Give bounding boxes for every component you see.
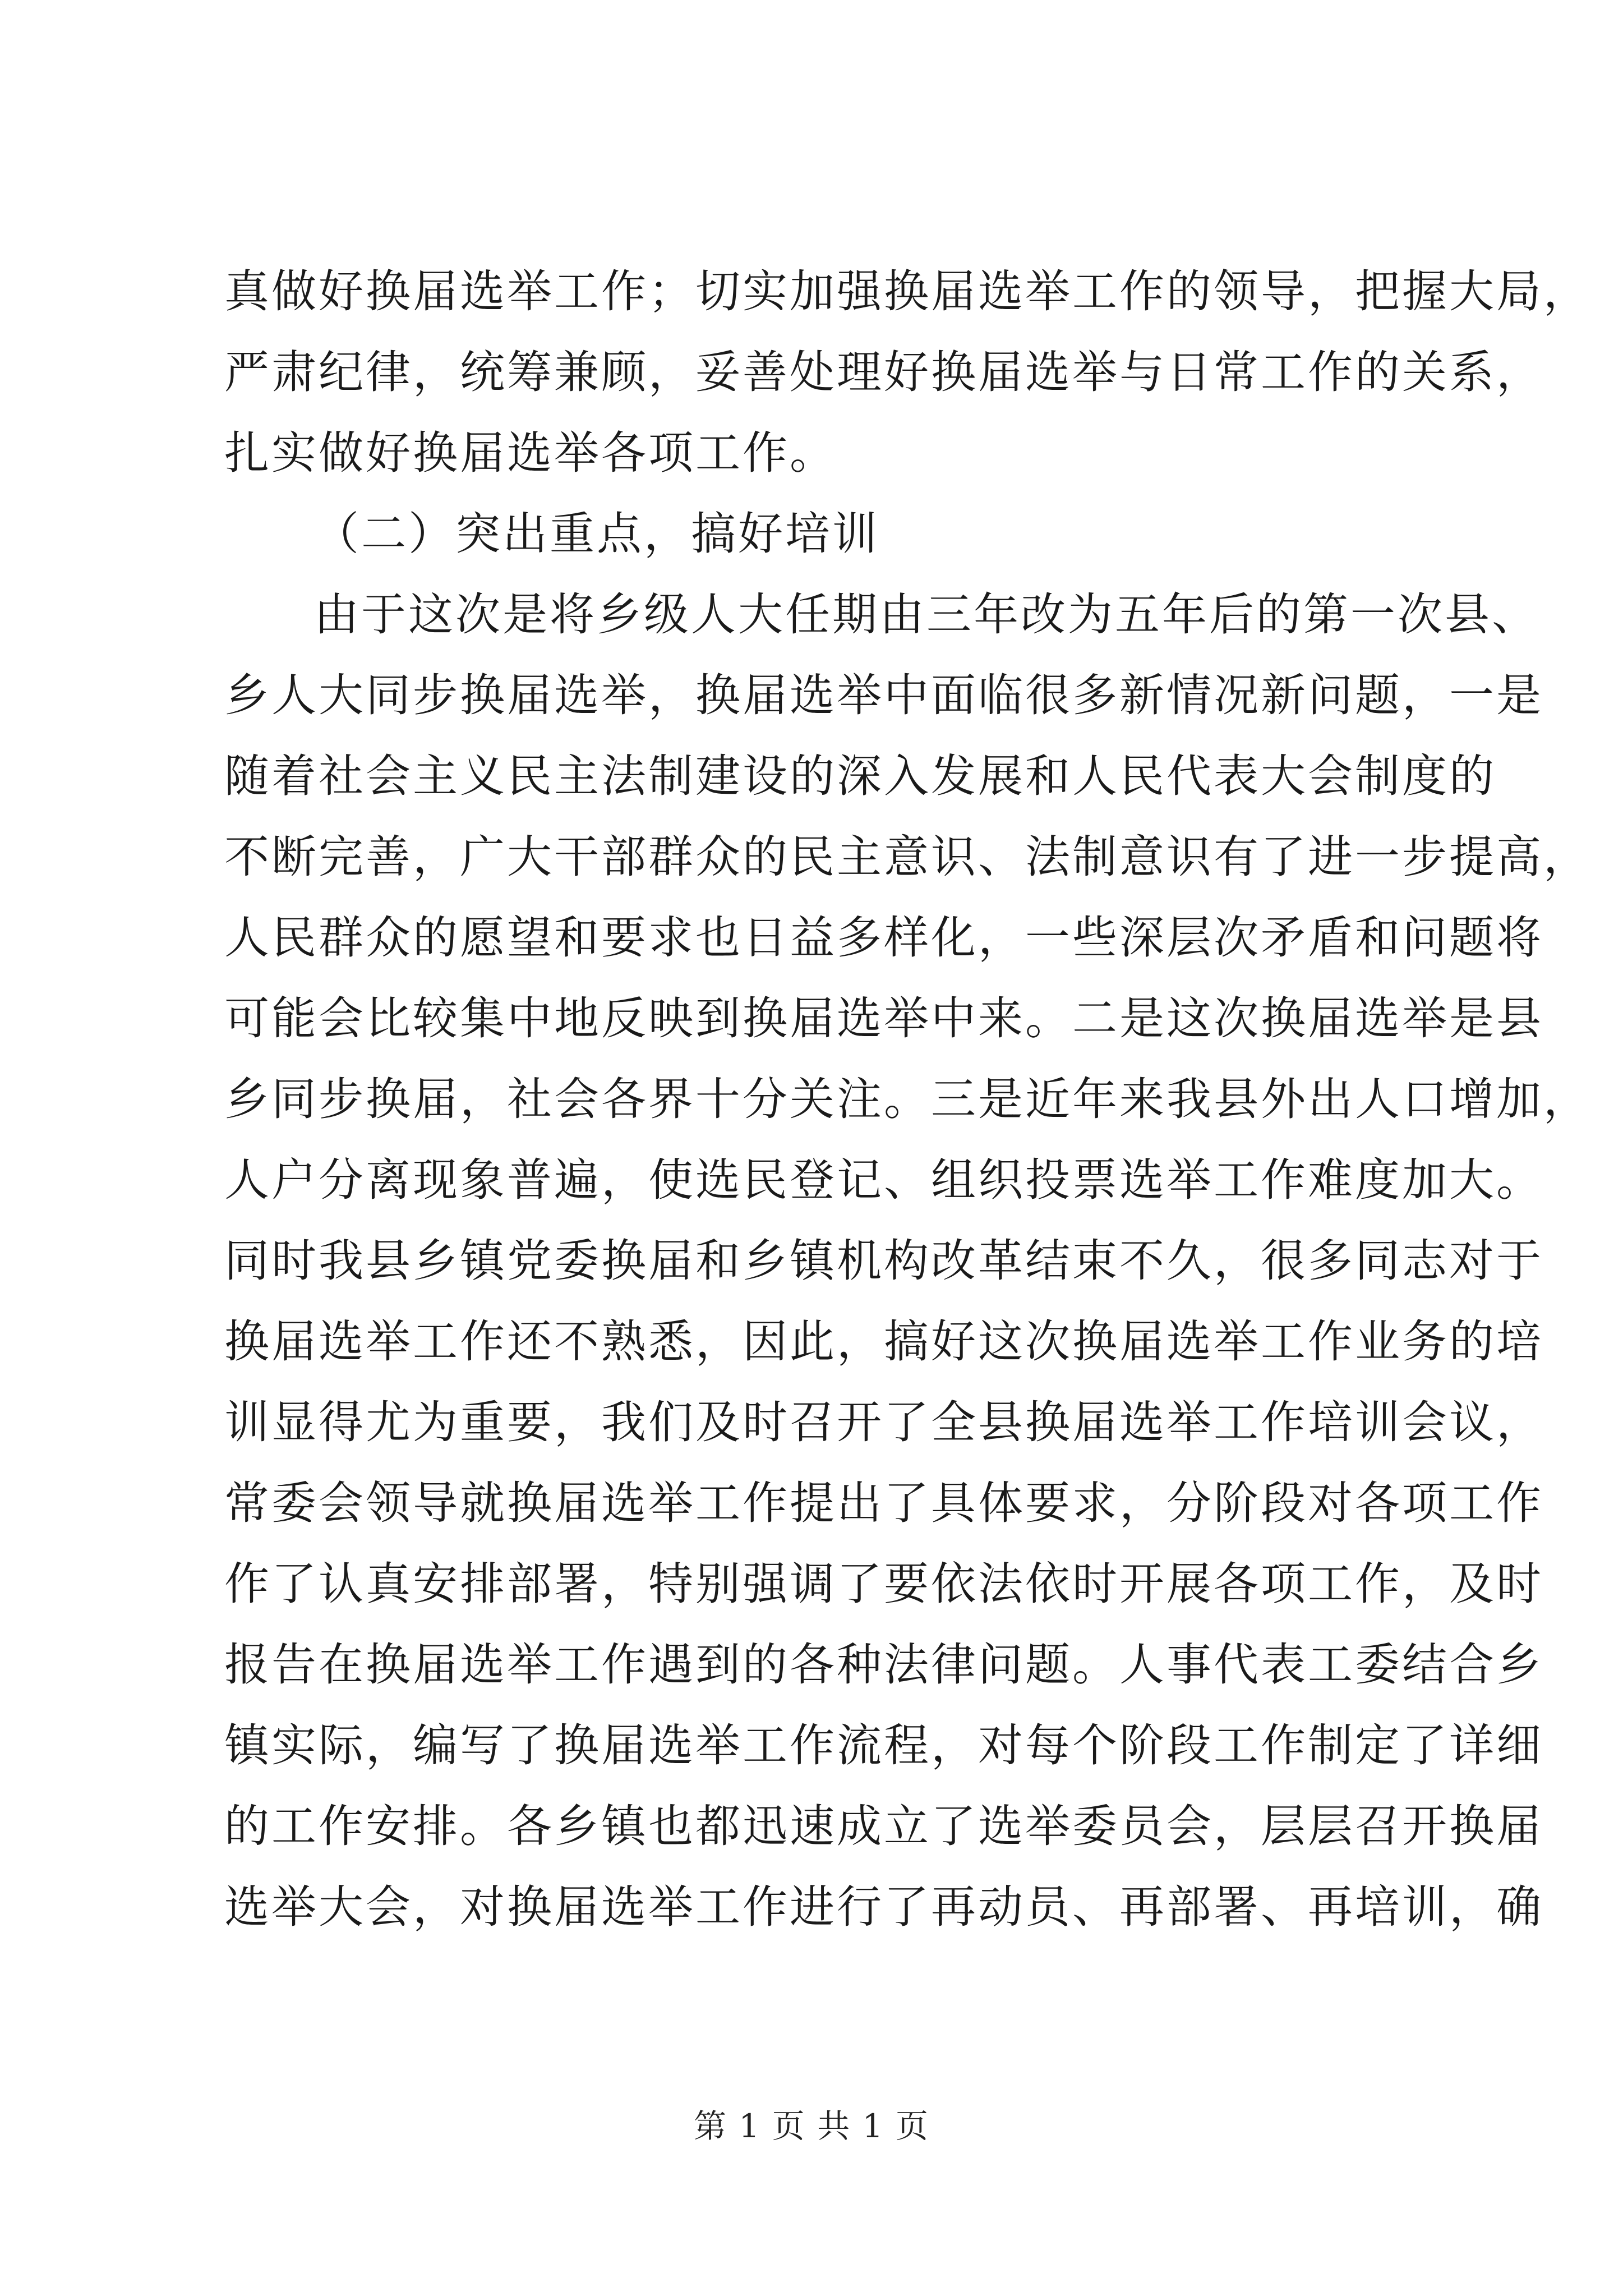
text-line: 乡人大同步换届选举，换届选举中面临很多新情况新问题，一是 xyxy=(224,669,1543,721)
text-line: 作了认真安排部署，特别强调了要依法依时开展各项工作，及时 xyxy=(224,1558,1543,1610)
section-heading: （二）突出重点，搞好培训 xyxy=(314,508,879,560)
body-text xyxy=(224,251,1590,1948)
text-line: 人户分离现象普遍，使选民登记、组织投票选举工作难度加大。 xyxy=(224,1154,1543,1206)
text-line: 报告在换届选举工作遇到的各种法律问题。人事代表工委结合乡 xyxy=(224,1639,1543,1691)
text-line: 可能会比较集中地反映到换届选举中来。二是这次换届选举是县 xyxy=(224,992,1543,1045)
text-line: 人民群众的愿望和要求也日益多样化，一些深层次矛盾和问题将 xyxy=(224,912,1543,964)
text-line: 随着社会主义民主法制建设的深入发展和人民代表大会制度的 xyxy=(224,750,1496,802)
text-line: 选举大会，对换届选举工作进行了再动员、再部署、再培训，确 xyxy=(224,1881,1543,1933)
text-line: 的工作安排。各乡镇也都迅速成立了选举委员会，层层召开换届 xyxy=(224,1800,1543,1852)
text-line: 严肃纪律，统筹兼顾，妥善处理好换届选举与日常工作的关系， xyxy=(224,346,1543,398)
page-number-footer: 第 1 页 共 1 页 xyxy=(694,2107,929,2145)
text-line: 换届选举工作还不熟悉，因此，搞好这次换届选举工作业务的培 xyxy=(224,1315,1543,1368)
text-line: 真做好换届选举工作；切实加强换届选举工作的领导，把握大局， xyxy=(224,265,1590,318)
text-line: 同时我县乡镇党委换届和乡镇机构改革结束不久，很多同志对于 xyxy=(224,1235,1543,1287)
text-line: 镇实际，编写了换届选举工作流程，对每个阶段工作制定了详细 xyxy=(224,1719,1543,1772)
text-line: 不断完善，广大干部群众的民主意识、法制意识有了进一步提高， xyxy=(224,831,1590,883)
text-line: 常委会领导就换届选举工作提出了具体要求，分阶段对各项工作 xyxy=(224,1477,1543,1529)
text-line: 乡同步换届，社会各界十分关注。三是近年来我县外出人口增加， xyxy=(224,1073,1590,1125)
text-line: 扎实做好换届选举各项工作。 xyxy=(224,427,837,479)
text-line: 由于这次是将乡级人大任期由三年改为五年后的第一次县、 xyxy=(314,588,1539,641)
text-line: 训显得尤为重要，我们及时召开了全县换届选举工作培训会议， xyxy=(224,1396,1543,1448)
